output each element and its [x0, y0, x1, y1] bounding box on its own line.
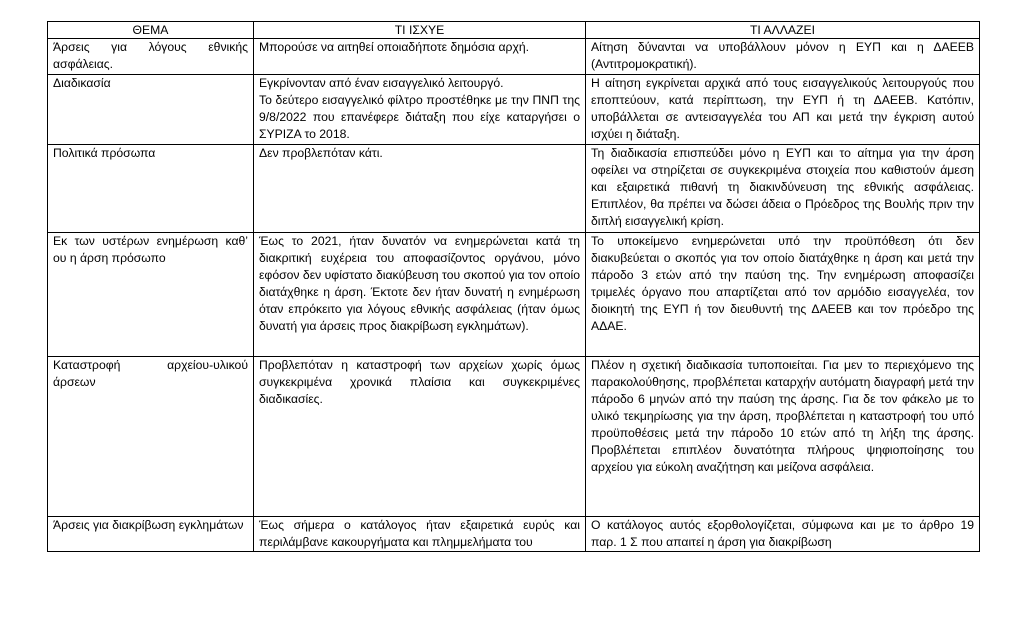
- before-cell: [254, 145, 586, 233]
- after-text: Πλέον η σχετική διαδικασία τυποποιείται. Για μεν το περιεχόμενο της παρακολούθησης, προβλέπεται καταρχήν αυτόματη διαγραφή μετά την πάροδο 6 μηνών από την παύση της άρσης. Για δε τον φάκελο με το υλικό τεκμηρίωσης για την άρση, προβλέπεται η καταστροφή του υπό προϋποθέσεις μετά την πάροδο 10 ετών από τη λήξη της άρσης. Προβλέπεται επιπλέον δυνατότητα πλήρους ψηφιοποίησης του αρχείου για εύκολη αναζήτηση και μείζονα ασφάλεια.: [591, 358, 974, 474]
- after-text: Η αίτηση εγκρίνεται αρχικά από τους εισαγγελικούς λειτουργούς που εποπτεύουν, κατά περίπτωση, την ΕΥΠ ή τη ΔΑΕΕΒ. Κατόπιν, υποβάλλεται σε αντεισαγγελέα του ΑΠ και μετά την έγκριση αυτού ισχύει η διάταξη.: [591, 76, 974, 141]
- before-text: Δεν προβλεπόταν κάτι.: [259, 146, 383, 160]
- before-text: Μπορούσε να αιτηθεί οποιαδήποτε δημόσια αρχή.: [259, 40, 530, 54]
- before-cell: [254, 233, 586, 357]
- header-after: ΤΙ ΑΛΛΑΖΕΙ: [586, 22, 980, 39]
- table-row: [48, 39, 980, 75]
- table-row: [48, 145, 980, 233]
- header-before: ΤΙ ΙΣΧΥΕ: [254, 22, 586, 39]
- after-text: Ο κατάλογος αυτός εξορθολογίζεται, σύμφωνα και με το άρθρο 19 παρ. 1 Σ που απαιτεί η άρση για διακρίβωση: [591, 518, 974, 549]
- topic-cell: [48, 145, 254, 233]
- after-cell: [586, 39, 980, 75]
- topic-cell: [48, 39, 254, 75]
- topic-cell: [48, 233, 254, 357]
- table-row: [48, 357, 980, 517]
- before-text: Έως σήμερα ο κατάλογος ήταν εξαιρετικά ευρύς και περιλάμβανε κακουργήματα και πλημμελήματα του: [259, 518, 580, 549]
- topic-cell: [48, 357, 254, 517]
- header-row: [48, 22, 980, 39]
- after-text: Αίτηση δύνανται να υποβάλλουν μόνον η ΕΥΠ και η ΔΑΕΕΒ (Αντιτρομοκρατική).: [591, 40, 974, 71]
- after-cell: [586, 357, 980, 517]
- after-cell: [586, 75, 980, 145]
- before-cell: [254, 517, 586, 552]
- before-cell: [254, 75, 586, 145]
- topic-text: Εκ των υστέρων ενημέρωση καθ’ ου η άρση πρόσωπο: [53, 234, 248, 265]
- topic-text: Πολιτικά πρόσωπα: [53, 146, 156, 160]
- table-row: [48, 75, 980, 145]
- before-text: Εγκρίνονταν από έναν εισαγγελικό λειτουργό.: [259, 76, 504, 90]
- table-row: [48, 233, 980, 357]
- before-text: Το δεύτερο εισαγγελικό φίλτρο προστέθηκε με την ΠΝΠ της 9/8/2022 που επανέφερε διάταξη που είχε καταργήσει ο ΣΥΡΙΖΑ το 2018.: [259, 93, 580, 141]
- topic-text: Άρσεις για διακρίβωση εγκλημάτων: [53, 518, 244, 532]
- topic-text: Διαδικασία: [53, 76, 111, 90]
- before-text: Προβλεπόταν η καταστροφή των αρχείων χωρίς όμως συγκεκριμένα χρονικά πλαίσια και συγκεκριμένες διαδικασίες.: [259, 358, 580, 406]
- after-cell: [586, 517, 980, 552]
- after-cell: [586, 145, 980, 233]
- after-text: Τη διαδικασία επισπεύδει μόνο η ΕΥΠ και το αίτημα για την άρση οφείλει να στηρίζεται σε συγκεκριμένα στοιχεία που καθιστούν άμεση και εξαιρετικά πιθανή τη διακινδύνευση της εθνικής ασφάλειας. Επιπλέον, θα πρέπει να δώσει άδεια ο Πρόεδρος της Βουλής πριν την διπλή εισαγγελική κρίση.: [591, 146, 974, 228]
- before-cell: [254, 39, 586, 75]
- topic-cell: [48, 517, 254, 552]
- before-cell: [254, 357, 586, 517]
- comparison-table: [47, 21, 980, 552]
- after-cell: [586, 233, 980, 357]
- topic-cell: [48, 75, 254, 145]
- topic-text: Καταστροφή αρχείου-υλικού άρσεων: [53, 358, 248, 389]
- topic-text: Άρσεις για λόγους εθνικής ασφάλειας.: [53, 40, 248, 71]
- table-row: [48, 517, 980, 552]
- before-text: Έως το 2021, ήταν δυνατόν να ενημερώνεται κατά τη διακριτική ευχέρεια του αποφασίζοντος οργάνου, μόνο εφόσον δεν υφίστατο διακύβευση του σκοπού για τον οποίο διατάχθηκε η άρση. Έκτοτε δεν ήταν δυνατή η ενημέρωση όταν επρόκειτο για λόγους εθνικής ασφάλειας (ήταν όμως δυνατή για άρσεις προς διακρίβωση εγκλημάτων).: [259, 234, 580, 333]
- after-text: Το υποκείμενο ενημερώνεται υπό την προϋπόθεση ότι δεν διακυβεύεται ο σκοπός για τον οποίο διατάχθηκε η άρση και μετά την πάροδο 3 ετών από την παύση της. Την ενημέρωση αποφασίζει τριμελές όργανο που απαρτίζεται από τον αρμόδιο εισαγγελέα, τον διοικητή της ΕΥΠ ή τον διευθυντή της ΔΑΕΕΒ και τον πρόεδρο της ΑΔΑΕ.: [591, 234, 974, 333]
- header-topic: ΘΕΜΑ: [48, 22, 254, 39]
